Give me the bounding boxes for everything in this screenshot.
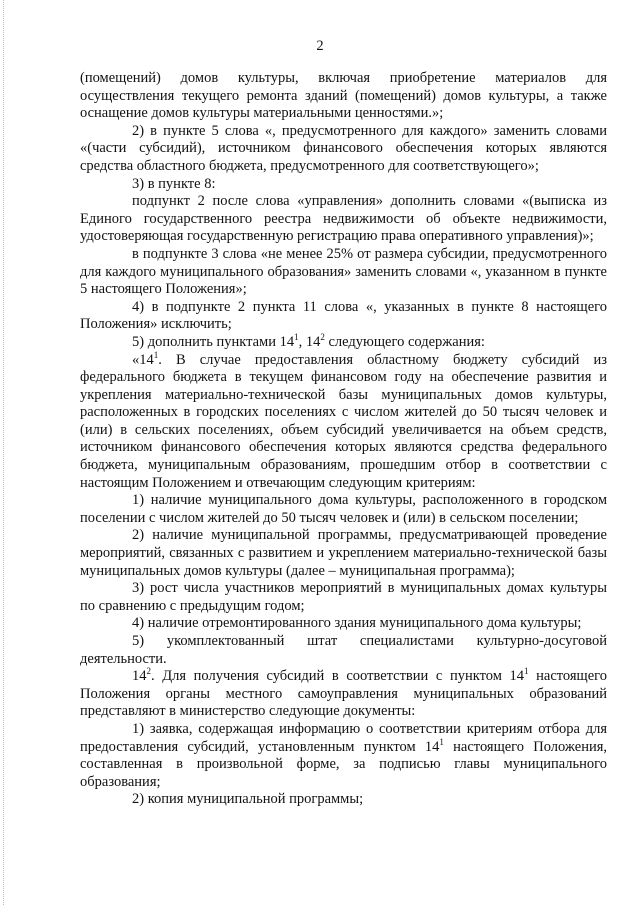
doc-item-1 [80, 721, 607, 791]
paragraph-item-2: 2) в пункте 5 слова «, предусмотренного для каждого» заменить словами «(части субсидий), источником финансового обеспечения которых являются средства областного бюджета, предусмотренного для соответствующего»; [80, 122, 607, 174]
p5-mid: , 14 [298, 333, 321, 350]
doc-item-2: 2) копия муниципальной программы; [132, 791, 364, 808]
paragraph-item-3: 3) в пункте 8: [132, 175, 216, 192]
p14-2-text1: . Для получения субсидий в соответствии с пунктом 14 [151, 668, 525, 685]
criterion-1: 1) наличие муниципального дома культуры, расположенного в городском поселении с числом жителей до 50 тысяч человек и (или) в сельском поселении; [80, 492, 607, 526]
p14-2-prefix: 14 [132, 668, 147, 685]
scan-margin-line [3, 0, 4, 905]
paragraph-continuation: (помещений) домов культуры, включая приобретение материалов для осуществления текущего ремонта зданий (помещений) домов культуры, а также оснащение домов культуры материальными ценностями.»; [80, 70, 607, 122]
criterion-5: 5) укомплектованный штат специалистами культурно-досуговой деятельности. [80, 633, 607, 667]
doc-item-1-text2: настоящего Положения, составленная в произвольной форме, за подписью главы муниципального образования; [80, 738, 608, 790]
paragraph-item-4: 4) в подпункте 2 пункта 11 слова «, указанных в пункте 8 настоящего Положения» исключить; [80, 298, 607, 333]
paragraph-item-5 [80, 334, 607, 352]
p14-2-sup-ref: 1 [524, 666, 529, 677]
p5-suffix: следующего содержания: [324, 333, 485, 350]
paragraph-14-2 [80, 668, 607, 721]
criterion-3: 3) рост числа участников мероприятий в муниципальных домах культуры по сравнению с предыдущим годом; [80, 580, 607, 614]
paragraph-subitem-2: подпункт 2 после слова «управления» дополнить словами «(выписка из Единого государственного реестра недвижимости об объекте недвижимости, удостоверяющая государственную регистрацию права оперативного управления)»; [80, 193, 607, 245]
paragraph-14-1 [80, 349, 607, 493]
paragraph-subitem-3: в подпункте 3 слова «не менее 25% от размера субсидии, предусмотренного для каждого муниципального образования» заменить словами «, указанном в пункте 5 настоящего Положения»; [80, 245, 607, 298]
p14-1-sup: 1 [153, 349, 159, 360]
p5-sup2: 2 [320, 332, 325, 343]
criterion-2: 2) наличие муниципальной программы, предусматривающей проведение мероприятий, связанных с развитием и укреплением материально-технической базы муниципальных домов культуры (далее – муниципальная программа); [80, 527, 607, 579]
doc-item-1-text1: 1) заявка, содержащая информацию о соответствии критериям отбора для предоставления субсидий, установленным пунктом 14 [80, 720, 607, 755]
p14-1-prefix: «14 [132, 351, 154, 368]
p14-2-text2: настоящего Положения органы местного самоуправления муниципальных образований представляют в министерство следующие документы: [80, 668, 607, 720]
p14-1-text: . В случае предоставления областному бюджету субсидий из федерального бюджета в текущем финансовом году на обеспечение развития и укрепления материально-технической базы муниципальных домов культуры, расположенных в городских поселениях с числом жителей до 50 тысяч человек и (или) в сельских поселениях, объем субсидий увеличивается на объем средств, источником финансового обеспечения которых являются средства федерального бюджета, муниципальным образованиям, прошедшим отбор в соответствии с настоящим Положением и отвечающим следующим критериям: [80, 351, 607, 491]
p5-prefix: 5) дополнить пунктами 14 [132, 333, 295, 350]
doc-item-1-sup: 1 [439, 736, 444, 747]
p5-sup1: 1 [294, 332, 299, 343]
page-number: 2 [316, 38, 324, 54]
criterion-4: 4) наличие отремонтированного здания муниципального дома культуры; [132, 615, 582, 632]
p14-2-sup: 2 [146, 666, 151, 677]
document-body [80, 70, 607, 809]
